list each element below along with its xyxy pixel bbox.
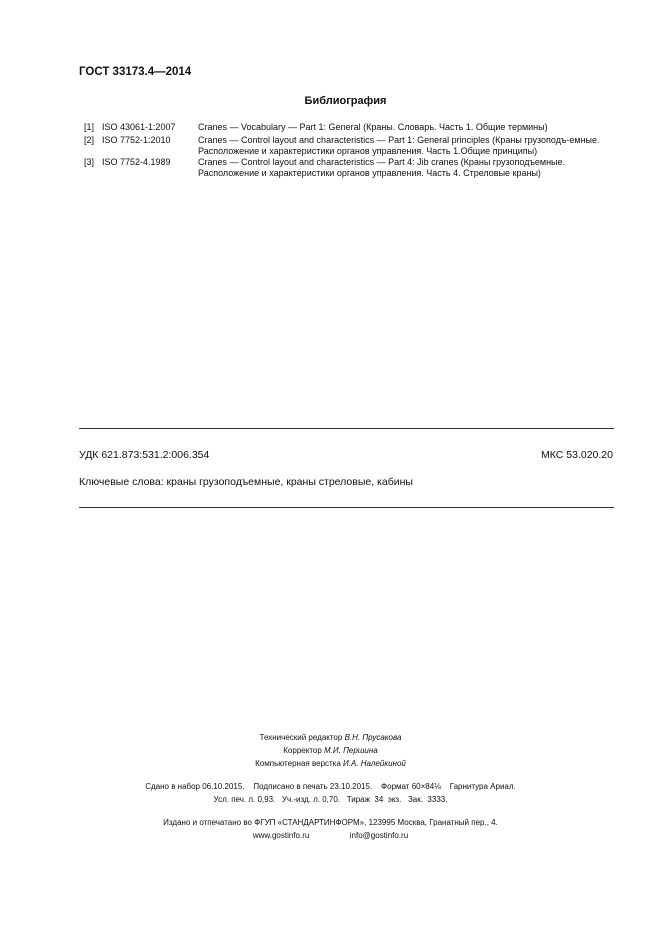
credit-name: В.Н. Прусакова	[344, 733, 402, 742]
keywords: Ключевые слова: краны грузоподъемные, краны стреловые, кабины	[79, 476, 413, 488]
publisher-line: Издано и отпечатано во ФГУП «СТАНДАРТИНФОРМ», 123995 Москва, Гранатный пер., 4.	[163, 818, 498, 827]
credit-tech-editor	[0, 731, 661, 744]
entry-reference: ISO 7752-1:2010	[102, 135, 171, 145]
entry-number: [1]	[84, 122, 95, 132]
divider-bottom	[79, 507, 614, 508]
credit-label: Компьютерная верстка	[255, 759, 341, 768]
divider-top	[79, 428, 614, 429]
publisher-website[interactable]: www.gostinfo.ru	[252, 831, 310, 840]
publisher-email[interactable]: info@gostinfo.ru	[349, 831, 409, 840]
entry-number: [3]	[84, 157, 95, 167]
standard-number: ГОСТ 33173.4—2014	[79, 66, 192, 78]
print-info-line-2: Усл. печ. л. 0,93. Уч.-изд. л. 0,70. Тираж 34 экз. Зак. 3333.	[213, 795, 448, 804]
entry-number: [2]	[84, 135, 95, 145]
entry-text: Cranes — Vocabulary — Part 1: General (Краны. Словарь. Часть 1. Общие термины)	[198, 122, 548, 132]
credit-layout	[0, 757, 661, 770]
bibliography-title: Библиография	[304, 95, 387, 107]
publisher-contacts	[0, 831, 661, 840]
entry-reference: ISO 7752-4.1989	[102, 157, 171, 167]
entry-reference: ISO 43061-1:2007	[102, 122, 176, 132]
mks-code: МКС 53.020.20	[541, 449, 613, 461]
entry-text: Cranes — Control layout and characteristics — Part 1: General principles (Краны грузоподъ-емные. Расположение и характеристики органов управления. Часть 1.Общие принципы)	[198, 135, 600, 156]
credit-label: Технический редактор	[259, 733, 343, 742]
entry-text: Cranes — Control layout and characteristics — Part 4: Jib cranes (Краны грузоподъемные. Расположение и характеристики органов управления. Часть 4. Стреловые краны)	[198, 157, 566, 178]
credit-label: Корректор	[283, 746, 322, 755]
credit-name: И.А. Налейкиной	[343, 759, 406, 768]
udc-code: УДК 621.873:531.2:006.354	[79, 449, 210, 461]
print-info-line-1: Сдано в набор 06.10.2015. Подписано в печать 23.10.2015. Формат 60×84⅛ Гарнитура Ариал.	[145, 782, 516, 791]
credit-name: М.И. Першина	[324, 746, 378, 755]
credit-proofreader	[0, 744, 661, 757]
